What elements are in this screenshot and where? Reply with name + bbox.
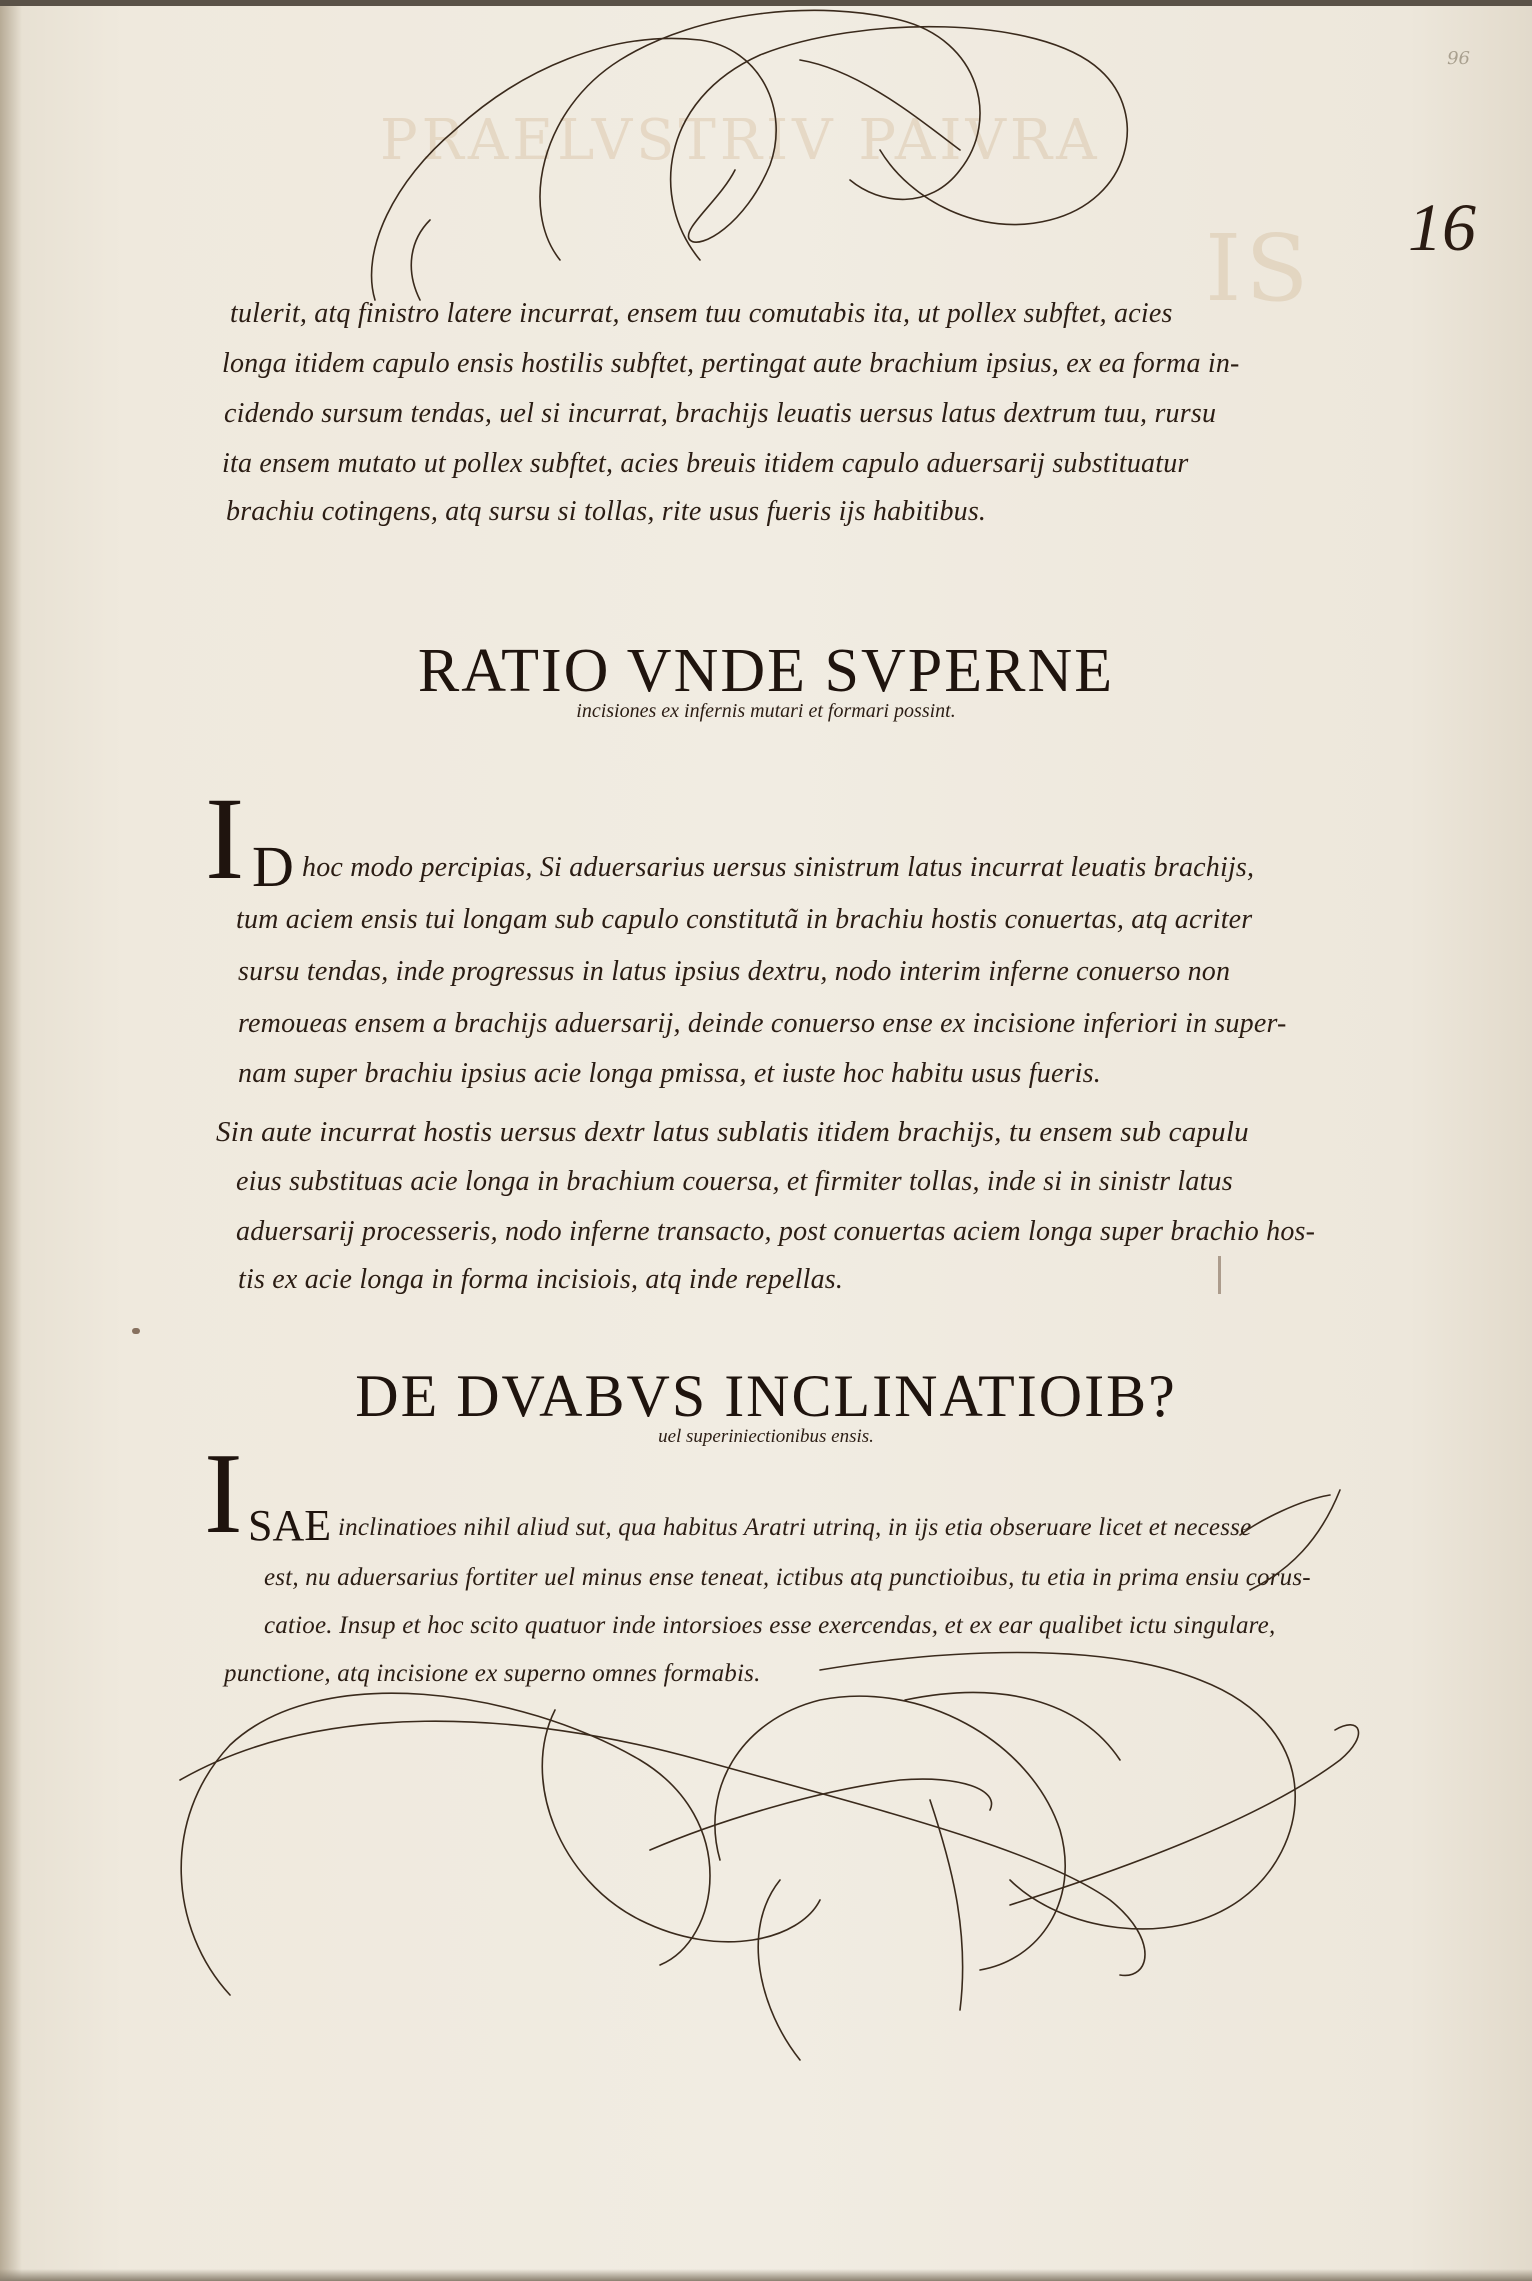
text-line: hoc modo percipias, Si aduersarius uersus sinistrum latus incurrat leuatis brachijs, xyxy=(302,852,1255,883)
drop-capital-tail: SAE xyxy=(248,1501,332,1550)
text-line: eius substituas acie longa in brachium couersa, et firmiter tollas, inde si in sinistr latus xyxy=(236,1166,1233,1197)
section-subheading: uel superiniectionibus ensis. xyxy=(658,1426,874,1447)
section-subheading: incisiones ex infernis mutari et formari possint. xyxy=(576,700,956,722)
text-line: sursu tendas, inde progressus in latus ipsius dextru, nodo interim inferne conuerso non xyxy=(238,956,1231,987)
text-line: inclinatioes nihil aliud sut, qua habitus Aratri utrinq, in ijs etia obseruare licet et necesse xyxy=(338,1514,1252,1541)
folio-number: 16 xyxy=(1408,189,1476,265)
bottom-page-edge xyxy=(0,2269,1532,2281)
text-line: punctione, atq incisione ex superno omnes formabis. xyxy=(224,1660,761,1687)
text-line: tis ex acie longa in forma incisiois, atq inde repellas. xyxy=(238,1264,844,1295)
drop-capital-tail: D xyxy=(252,834,294,899)
text-line: brachiu cotingens, atq sursu si tollas, rite usus fueris ijs habitibus. xyxy=(226,496,987,527)
text-line: cidendo sursum tendas, uel si incurrat, brachijs leuatis uersus latus dextrum tuu, rursu xyxy=(224,398,1217,429)
text-line: Sin aute incurrat hostis uersus dextr latus sublatis itidem brachijs, tu ensem sub capulu xyxy=(216,1116,1249,1148)
text-line: est, nu aduersarius fortiter uel minus ense teneat, ictibus atq punctioibus, tu etia in prima ensiu corus- xyxy=(264,1564,1311,1591)
drop-capital: I xyxy=(205,773,245,904)
text-line: nam super brachiu ipsius acie longa pmissa, et iuste hoc habitu usus fueris. xyxy=(238,1058,1101,1089)
bleed-through-text-side: IS xyxy=(1205,215,1313,322)
drop-capital: I xyxy=(204,1430,243,1558)
section-heading: DE DVABVS INCLINATIOIB? xyxy=(355,1363,1177,1429)
text-line: remoueas ensem a brachijs aduersarij, deinde conuerso ense ex incisione inferiori in super- xyxy=(238,1008,1287,1039)
text-line: catioe. Insup et hoc scito quatuor inde intorsioes esse exercendas, et ex ear qualibet ictu singulare, xyxy=(264,1612,1276,1639)
section-heading: RATIO VNDE SVPERNE xyxy=(417,637,1115,705)
text-line: tum aciem ensis tui longam sub capulo constitutã in brachiu hostis conuertas, atq acriter xyxy=(236,904,1253,935)
text-line: aduersarij processeris, nodo inferne transacto, post conuertas aciem longa super brachio hos- xyxy=(236,1216,1316,1247)
folio-annotation: 96 xyxy=(1447,48,1470,69)
text-line: tulerit, atq finistro latere incurrat, ensem tuu comutabis ita, ut pollex subftet, acies xyxy=(230,298,1173,329)
bleed-through-text-top: PRAELVSTRIV PAIVRA xyxy=(380,108,1101,173)
text-line: longa itidem capulo ensis hostilis subftet, pertingat aute brachium ipsius, ex ea forma in- xyxy=(222,348,1240,379)
text-line: ita ensem mutato ut pollex subftet, acies breuis itidem capulo aduersarij substituatur xyxy=(222,448,1189,479)
